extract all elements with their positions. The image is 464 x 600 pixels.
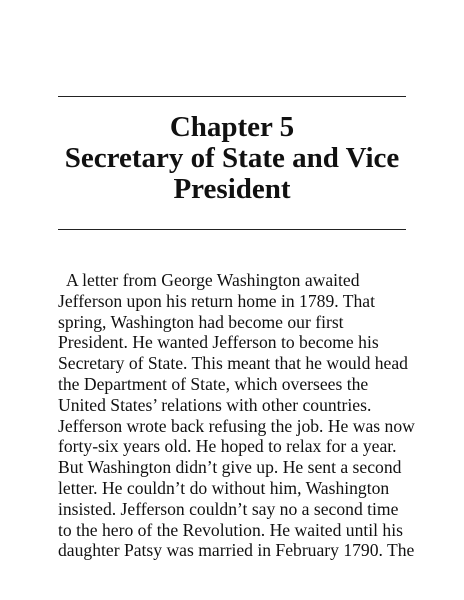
text-line: A letter from George Washington awaited: [66, 270, 360, 290]
chapter-number: Chapter 5: [169, 111, 295, 143]
text-line: Jefferson wrote back refusing the job. He was now: [58, 415, 415, 436]
text-line: spring, Washington had become our first: [58, 311, 344, 332]
text-line: Jefferson upon his return home in 1789. That: [58, 290, 375, 311]
text-line: the Department of State, which oversees the: [58, 373, 369, 394]
text-line: insisted. Jefferson couldn’t say no a second time: [58, 498, 399, 519]
chapter-heading: [58, 112, 406, 205]
top-rule: [58, 96, 406, 97]
text-line: But Washington didn’t give up. He sent a second: [58, 457, 402, 478]
text-line: forty-six years old. He hoped to relax for a year.: [58, 436, 397, 457]
text-line: President. He wanted Jefferson to become his: [58, 332, 379, 353]
text-line: daughter Patsy was married in February 1790. The: [58, 540, 415, 561]
bottom-rule: [58, 229, 406, 230]
text-line: to the hero of the Revolution. He waited until his: [58, 519, 403, 540]
chapter-title-line-2: President: [173, 173, 291, 205]
chapter-title-line-1: Secretary of State and Vice: [64, 142, 400, 174]
text-line: United States’ relations with other countries.: [58, 394, 372, 415]
text-line: letter. He couldn’t do without him, Washington: [58, 477, 390, 498]
body-paragraph: [58, 270, 418, 561]
text-line: Secretary of State. This meant that he would head: [58, 353, 408, 374]
